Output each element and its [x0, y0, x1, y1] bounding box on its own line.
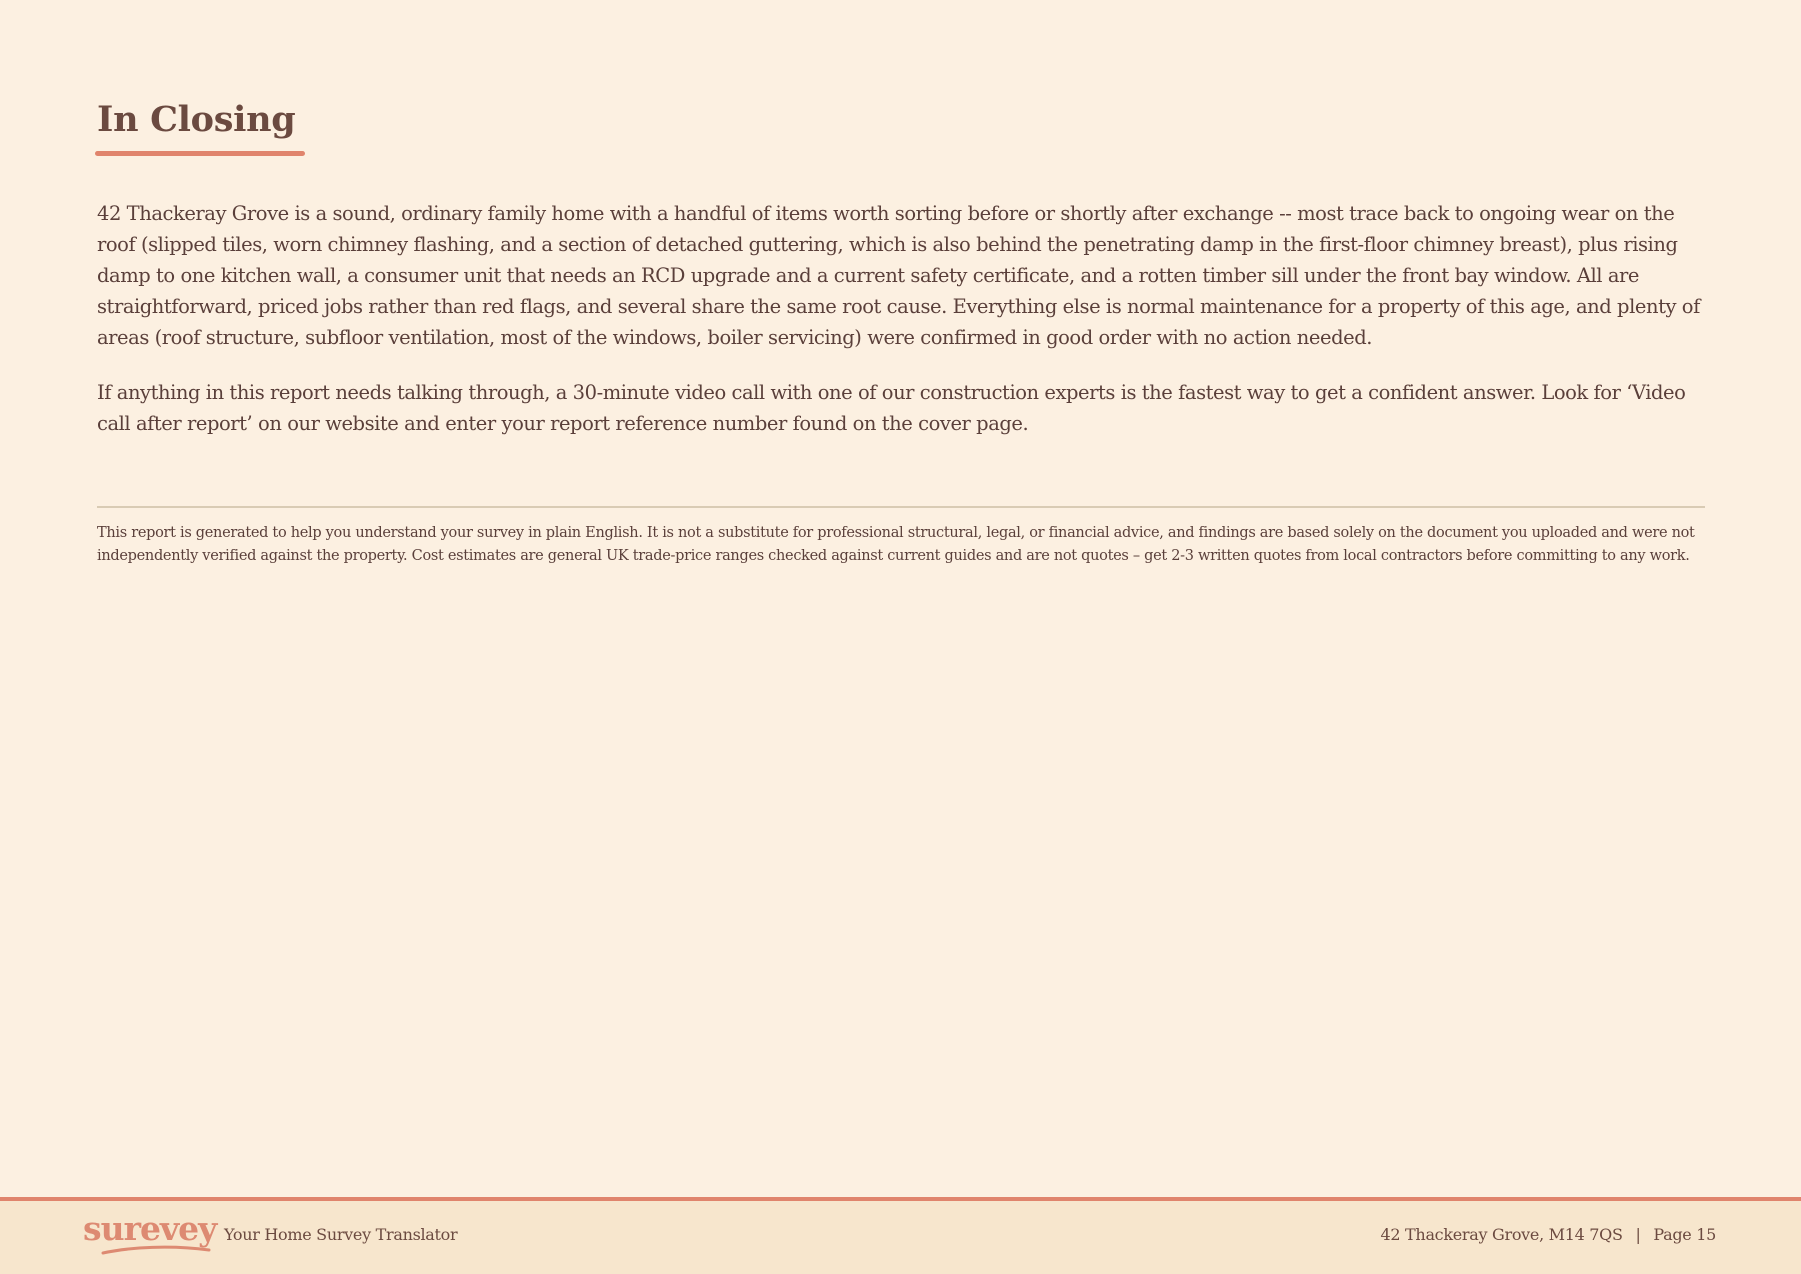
heading-underline: [95, 151, 305, 156]
disclaimer-text: This report is generated to help you understand your survey in plain English. It is not a substitute for professional structural, legal, or financial advice, and findings are based solely on the document you uploaded and were not independently verified against the property. Cost estimates are general UK trade-price ranges checked against current guides and are not quotes – get 2-3 written quotes from local contractors before committing to any work.: [97, 525, 1695, 564]
brand-tagline: Your Home Survey Translator: [224, 1225, 458, 1244]
logo-swoosh-icon: [101, 1243, 211, 1257]
footer-address: 42 Thackeray Grove, M14 7QS: [1380, 1225, 1623, 1244]
closing-paragraph-video-call: If anything in this report needs talking through, a 30-minute video call with one of our construction experts is the fastest way to get a confident answer. Look for ‘Video call after report’ on our website and enter your report reference number found on the cover page.: [97, 381, 1686, 435]
brand-logo: [83, 1209, 217, 1259]
footer-separator: |: [1635, 1225, 1641, 1244]
section-heading: In Closing: [97, 99, 296, 140]
footer-meta: [1381, 1225, 1716, 1244]
page-content: [97, 96, 1705, 582]
closing-paragraph-summary: 42 Thackeray Grove is a sound, ordinary family home with a handful of items worth sorting before or shortly after exchange -- most trace back to ongoing wear on the roof (slipped tiles, worn chimney flashing, and a section of detached guttering, which is also behind the penetrating damp in the first-floor chimney breast), plus rising damp to one kitchen wall, a consumer unit that needs an RCD upgrade and a current safety certificate, and a rotten timber sill under the front bay window. All are straightforward, priced jobs rather than red flags, and several share the same root cause. Everything else is normal maintenance for a property of this age, and plenty of areas (roof structure, subfloor ventilation, most of the windows, boiler servicing) were confirmed in good order with no action needed.: [97, 202, 1700, 349]
page-footer: [0, 1197, 1801, 1274]
divider: [97, 506, 1705, 508]
brand-wordmark: surevey: [83, 1209, 217, 1248]
page-number: Page 15: [1653, 1225, 1716, 1244]
section-heading-wrap: [97, 96, 295, 156]
